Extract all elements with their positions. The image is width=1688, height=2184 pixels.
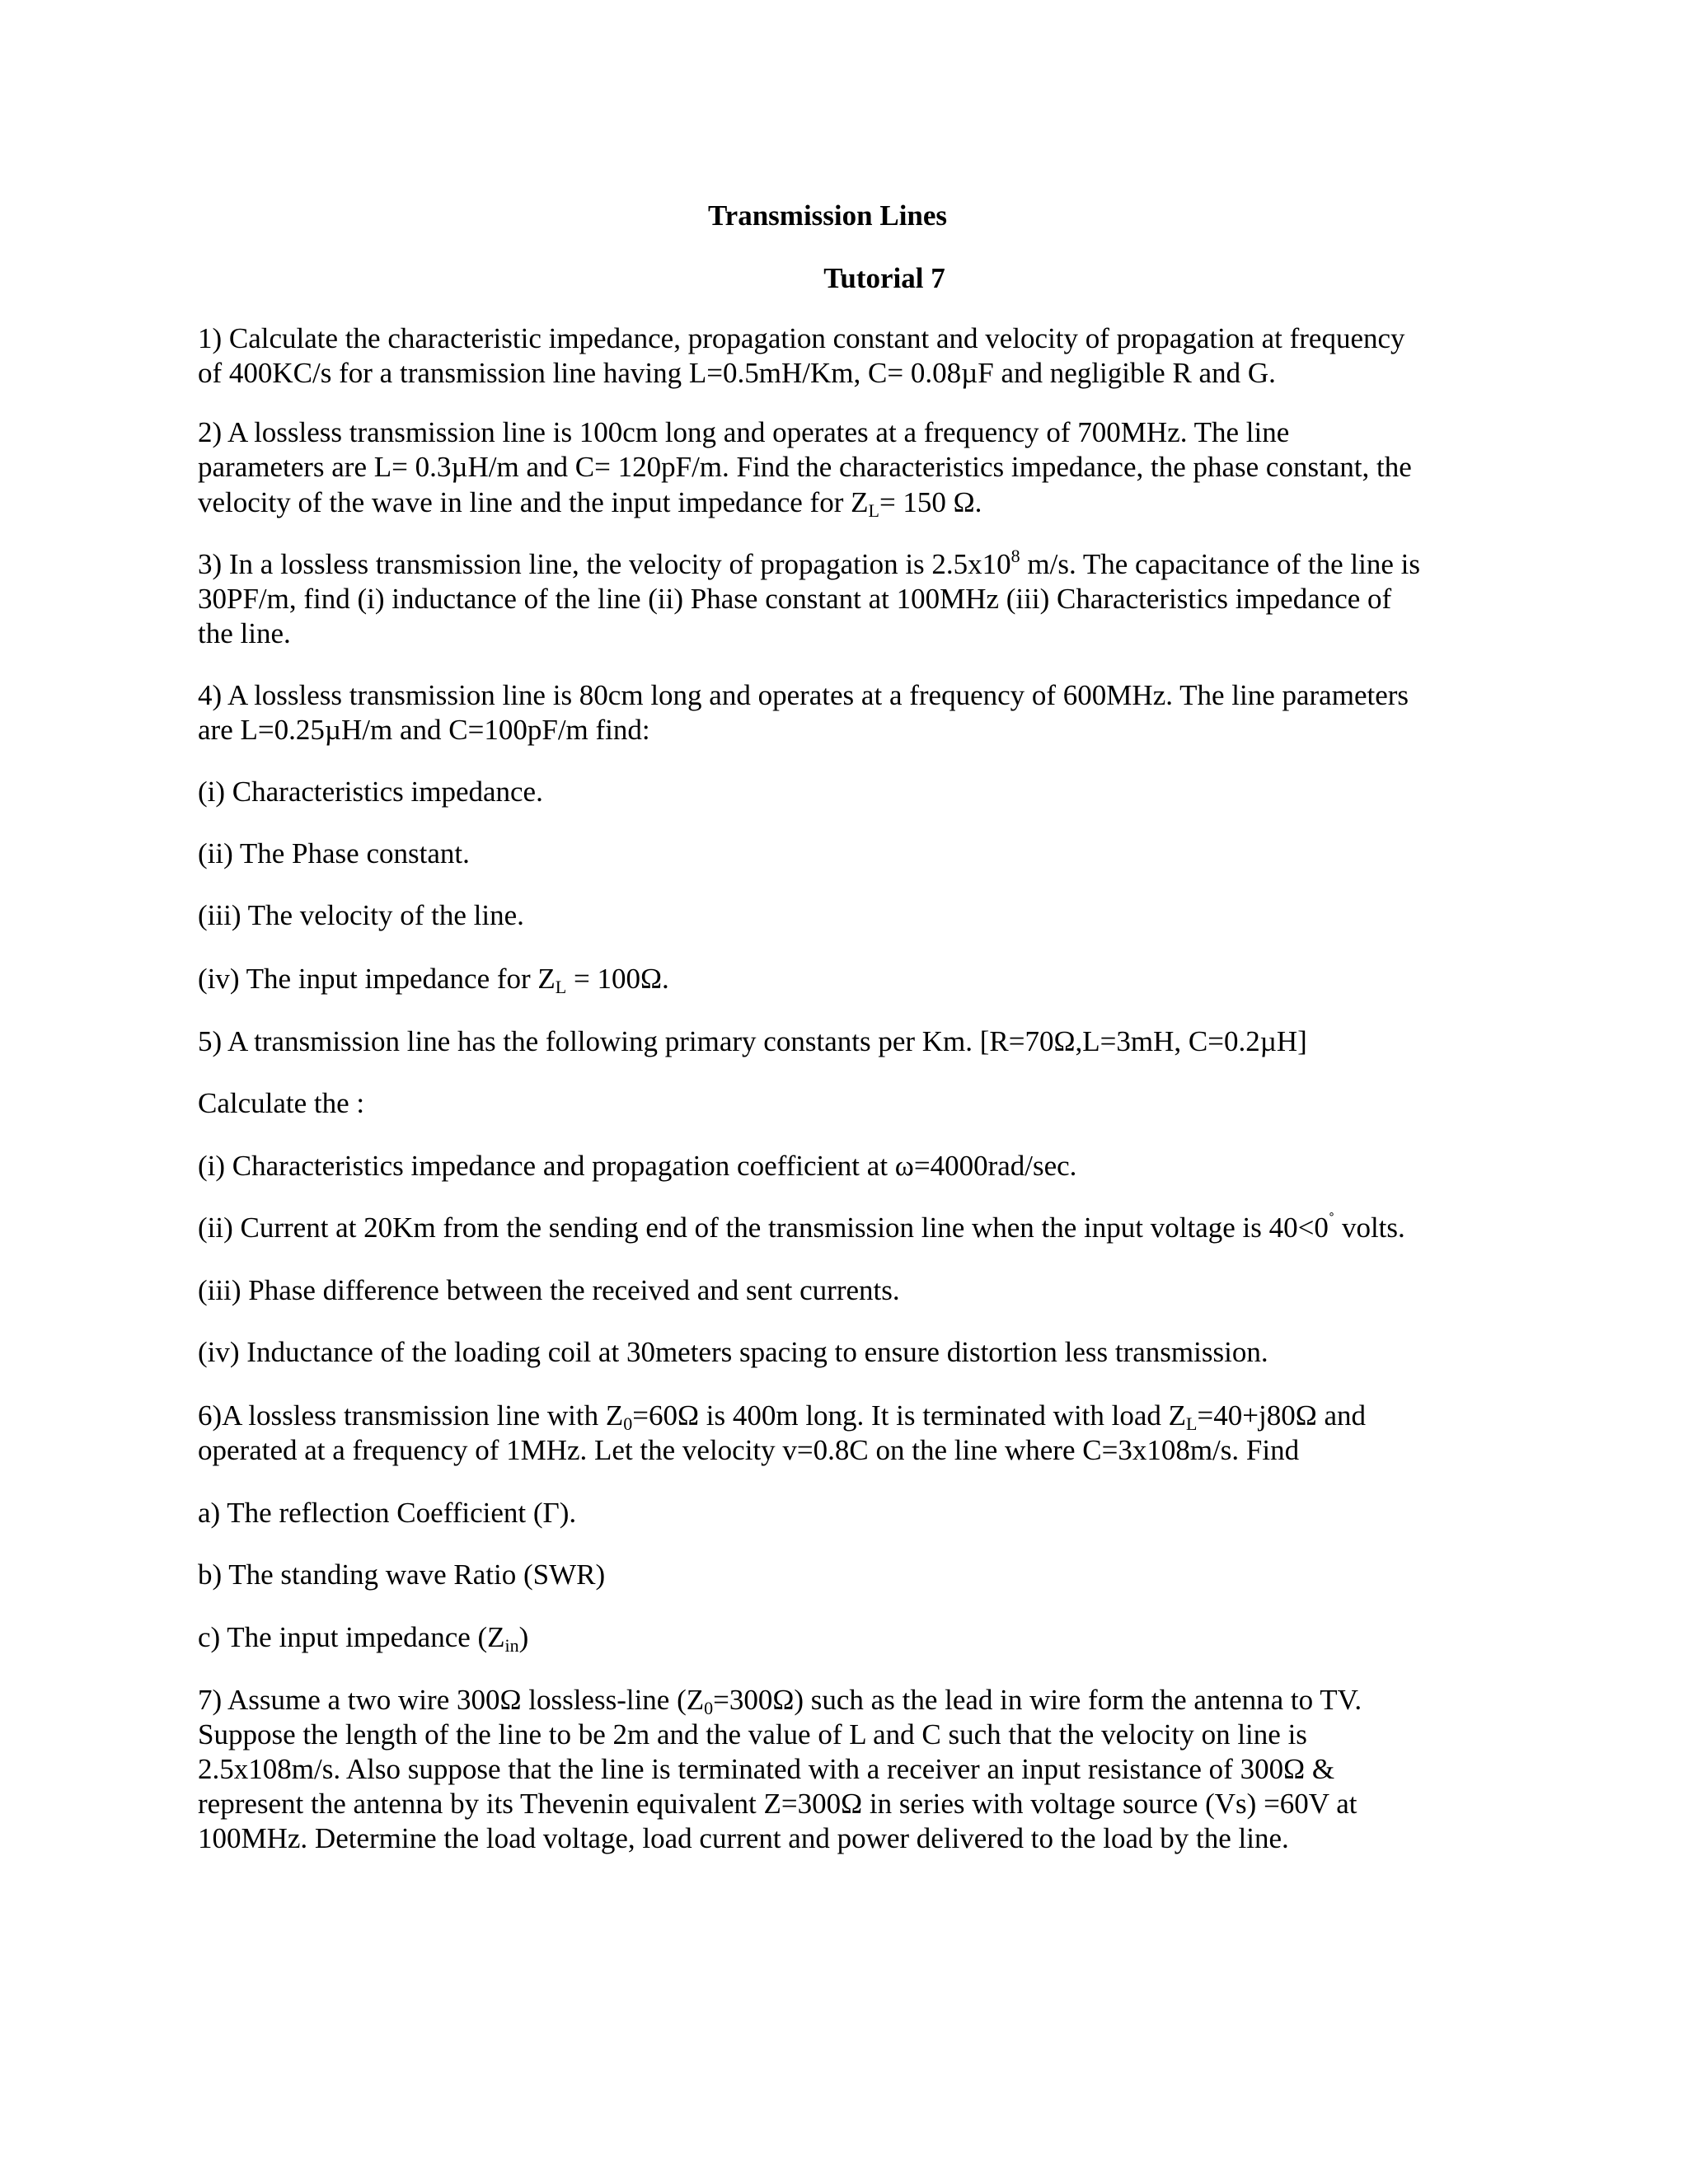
question-3-line-1: 3) In a lossless transmission line, the velocity of propagation is $2.5x10^8$ m/s. The capacitance of the line is — [198, 546, 1420, 580]
question-6-line-2: operated at a frequency of 1MHz. Let the velocity v=0.8C on the line where C=3x108m/s. Find — [198, 1434, 1300, 1466]
question-7-line-4: represent the antenna by its Thevenin equivalent Z=300Ω in series with voltage source (Vs) =60V at — [198, 1788, 1357, 1820]
question-7-line-2: Suppose the length of the line to be 2m and the value of L and C such that the velocity on line is — [198, 1718, 1307, 1750]
question-3-line-3: the line. — [198, 617, 291, 649]
question-5-item-i: (i) Characteristics impedance and propagation coefficient at ω=4000rad/sec. — [198, 1150, 1077, 1182]
question-7-line-3: 2.5x108m/s. Also suppose that the line is terminated with a receiver an input resistance of 300Ω & — [198, 1753, 1335, 1785]
subscript: in — [504, 1635, 519, 1656]
subscript: L — [1186, 1413, 1198, 1434]
question-1-line-2: of 400KC/s for a transmission line having L=0.5mH/Km, C= 0.08µF and negligible R and G. — [198, 357, 1276, 389]
question-5-item-ii: (ii) Current at 20Km from the sending end of the transmission line when the input voltage is 40<0˚ volts. — [198, 1209, 1405, 1244]
question-7-line-5: 100MHz. Determine the load voltage, load current and power delivered to the load by the line. — [198, 1822, 1289, 1854]
subscript: 0 — [704, 1698, 714, 1718]
question-4-item-iii: (iii) The velocity of the line. — [198, 899, 524, 931]
question-2-line-2: parameters are L= 0.3µH/m and C= 120pF/m. Find the characteristics impedance, the phase constant, the — [198, 451, 1412, 483]
subscript: 0 — [623, 1413, 633, 1434]
question-7-line-1: 7) Assume a two wire 300Ω lossless-line $(Z_0=300\Omega)$ such as the lead in wire form the antenna to TV. — [198, 1684, 1362, 1718]
question-6-item-c: c) The input impedance $(Z_{in})$ — [198, 1621, 529, 1656]
question-2-line-3: velocity of the wave in line and the input impedance for $Z_L= 150$ Ω. — [198, 486, 982, 521]
question-2-line-1: 2) A lossless transmission line is 100cm long and operates at a frequency of 700MHz. The line — [198, 416, 1290, 448]
question-6-item-b: b) The standing wave Ratio (SWR) — [198, 1558, 606, 1591]
question-4-item-iv: (iv) The input impedance for $Z_L = 100\Omega$. — [198, 963, 669, 997]
document-title: Transmission Lines — [707, 199, 948, 232]
question-4-item-ii: (ii) The Phase constant. — [198, 837, 470, 869]
question-4-line-1: 4) A lossless transmission line is 80cm long and operates at a frequency of 600MHz. The line parameters — [198, 679, 1409, 711]
subscript: L — [555, 977, 567, 997]
question-5-line-1: 5) A transmission line has the following primary constants per Km. [R=70Ω,L=3mH, C=0.2µH] — [198, 1025, 1307, 1057]
question-4-line-2: are L=0.25µH/m and C=100pF/m find: — [198, 714, 650, 746]
question-4-item-i: (i) Characteristics impedance. — [198, 776, 543, 808]
superscript: ˚ — [1328, 1209, 1335, 1230]
question-5-item-iii: (iii) Phase difference between the received and sent currents. — [198, 1274, 900, 1306]
question-5-line-2: Calculate the : — [198, 1087, 365, 1119]
question-6-item-a: a) The reflection Coefficient (Γ). — [198, 1497, 577, 1529]
superscript: 8 — [1010, 546, 1020, 566]
subscript: L — [868, 500, 879, 521]
question-6-line-1: 6)A lossless transmission line with $Z_0=60\Omega$ is 400m long. It is terminated with load $Z_L=40+j80\Omega$ and — [198, 1399, 1366, 1434]
question-5-item-iv: (iv) Inductance of the loading coil at 30meters spacing to ensure distortion less transmission. — [198, 1336, 1268, 1368]
question-1-line-1: 1) Calculate the characteristic impedance, propagation constant and velocity of propagation at frequency — [198, 322, 1405, 354]
document-subtitle: Tutorial 7 — [823, 262, 945, 294]
question-3-line-2: 30PF/m, find (i) inductance of the line (ii) Phase constant at 100MHz (iii) Characteristics impedance of — [198, 583, 1392, 615]
